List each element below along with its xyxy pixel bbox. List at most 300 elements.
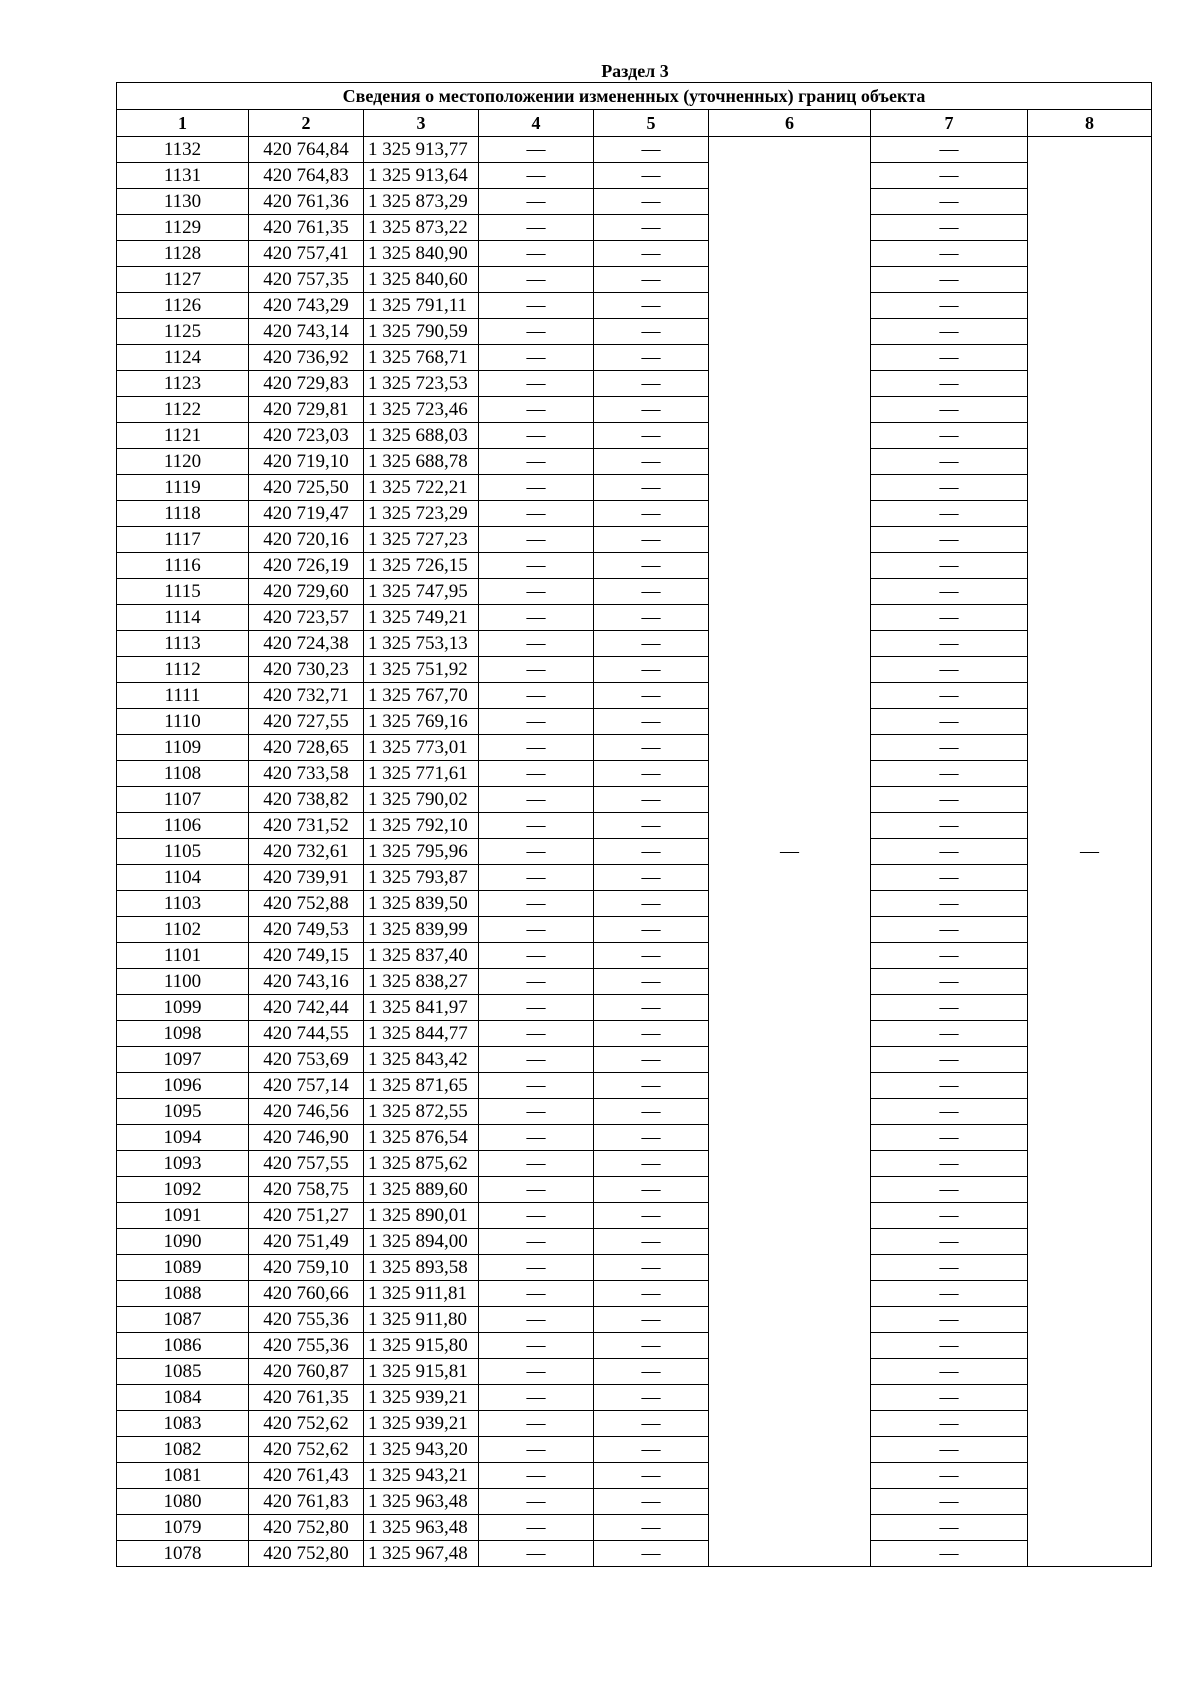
- x-coordinate-cell: 420 719,10: [249, 449, 364, 475]
- column-7-dash-cell: —: [871, 813, 1028, 839]
- column-7-dash-cell: —: [871, 527, 1028, 553]
- y-coordinate-cell: 1 325 841,97: [364, 995, 479, 1021]
- column-7-dash-cell: —: [871, 683, 1028, 709]
- table-row: [117, 1229, 1152, 1255]
- column-5-dash-cell: —: [594, 1203, 709, 1229]
- y-coordinate-cell: 1 325 963,48: [364, 1489, 479, 1515]
- column-header-6: 6: [709, 110, 871, 137]
- point-number-cell: 1128: [117, 241, 249, 267]
- point-number-cell: 1121: [117, 423, 249, 449]
- column-7-dash-cell: —: [871, 215, 1028, 241]
- column-7-dash-cell: —: [871, 709, 1028, 735]
- point-number-cell: 1086: [117, 1333, 249, 1359]
- column-7-dash-cell: —: [871, 293, 1028, 319]
- column-4-dash-cell: —: [479, 1099, 594, 1125]
- x-coordinate-cell: 420 746,56: [249, 1099, 364, 1125]
- column-5-dash-cell: —: [594, 1125, 709, 1151]
- point-number-cell: 1105: [117, 839, 249, 865]
- point-number-cell: 1088: [117, 1281, 249, 1307]
- column-4-dash-cell: —: [479, 501, 594, 527]
- column-5-dash-cell: —: [594, 995, 709, 1021]
- table-row: [117, 969, 1152, 995]
- x-coordinate-cell: 420 744,55: [249, 1021, 364, 1047]
- x-coordinate-cell: 420 764,84: [249, 137, 364, 163]
- x-coordinate-cell: 420 749,15: [249, 943, 364, 969]
- point-number-cell: 1099: [117, 995, 249, 1021]
- column-7-dash-cell: —: [871, 1541, 1028, 1567]
- column-4-dash-cell: —: [479, 839, 594, 865]
- y-coordinate-cell: 1 325 943,21: [364, 1463, 479, 1489]
- column-5-dash-cell: —: [594, 761, 709, 787]
- point-number-cell: 1118: [117, 501, 249, 527]
- point-number-cell: 1123: [117, 371, 249, 397]
- column-7-dash-cell: —: [871, 787, 1028, 813]
- x-coordinate-cell: 420 759,10: [249, 1255, 364, 1281]
- point-number-cell: 1112: [117, 657, 249, 683]
- column-7-dash-cell: —: [871, 1125, 1028, 1151]
- y-coordinate-cell: 1 325 751,92: [364, 657, 479, 683]
- y-coordinate-cell: 1 325 747,95: [364, 579, 479, 605]
- table-row: [117, 137, 1152, 163]
- column-4-dash-cell: —: [479, 1463, 594, 1489]
- column-4-dash-cell: —: [479, 891, 594, 917]
- y-coordinate-cell: 1 325 890,01: [364, 1203, 479, 1229]
- column-4-dash-cell: —: [479, 787, 594, 813]
- column-7-dash-cell: —: [871, 501, 1028, 527]
- column-4-dash-cell: —: [479, 735, 594, 761]
- column-4-dash-cell: —: [479, 1541, 594, 1567]
- point-number-cell: 1100: [117, 969, 249, 995]
- table-row: [117, 1385, 1152, 1411]
- y-coordinate-cell: 1 325 723,29: [364, 501, 479, 527]
- x-coordinate-cell: 420 728,65: [249, 735, 364, 761]
- column-7-dash-cell: —: [871, 995, 1028, 1021]
- x-coordinate-cell: 420 727,55: [249, 709, 364, 735]
- table-row: [117, 995, 1152, 1021]
- column-4-dash-cell: —: [479, 943, 594, 969]
- x-coordinate-cell: 420 732,71: [249, 683, 364, 709]
- column-5-dash-cell: —: [594, 319, 709, 345]
- column-5-dash-cell: —: [594, 241, 709, 267]
- column-7-dash-cell: —: [871, 267, 1028, 293]
- column-5-dash-cell: —: [594, 189, 709, 215]
- table-row: [117, 579, 1152, 605]
- y-coordinate-cell: 1 325 727,23: [364, 527, 479, 553]
- column-5-dash-cell: —: [594, 1099, 709, 1125]
- x-coordinate-cell: 420 760,66: [249, 1281, 364, 1307]
- table-row: [117, 1255, 1152, 1281]
- x-coordinate-cell: 420 760,87: [249, 1359, 364, 1385]
- x-coordinate-cell: 420 724,38: [249, 631, 364, 657]
- x-coordinate-cell: 420 757,55: [249, 1151, 364, 1177]
- x-coordinate-cell: 420 757,35: [249, 267, 364, 293]
- column-header-8: 8: [1028, 110, 1152, 137]
- column-5-dash-cell: —: [594, 267, 709, 293]
- point-number-cell: 1095: [117, 1099, 249, 1125]
- column-5-dash-cell: —: [594, 1021, 709, 1047]
- column-7-dash-cell: —: [871, 735, 1028, 761]
- column-5-dash-cell: —: [594, 1177, 709, 1203]
- x-coordinate-cell: 420 761,35: [249, 215, 364, 241]
- point-number-cell: 1078: [117, 1541, 249, 1567]
- y-coordinate-cell: 1 325 894,00: [364, 1229, 479, 1255]
- column-7-dash-cell: —: [871, 1359, 1028, 1385]
- table-row: [117, 475, 1152, 501]
- column-7-dash-cell: —: [871, 163, 1028, 189]
- point-number-cell: 1109: [117, 735, 249, 761]
- point-number-cell: 1115: [117, 579, 249, 605]
- column-7-dash-cell: —: [871, 1255, 1028, 1281]
- table-body: [117, 83, 1152, 1567]
- table-row: [117, 943, 1152, 969]
- y-coordinate-cell: 1 325 839,50: [364, 891, 479, 917]
- table-row: [117, 423, 1152, 449]
- column-7-dash-cell: —: [871, 579, 1028, 605]
- y-coordinate-cell: 1 325 893,58: [364, 1255, 479, 1281]
- y-coordinate-cell: 1 325 943,20: [364, 1437, 479, 1463]
- y-coordinate-cell: 1 325 963,48: [364, 1515, 479, 1541]
- column-4-dash-cell: —: [479, 553, 594, 579]
- y-coordinate-cell: 1 325 722,21: [364, 475, 479, 501]
- x-coordinate-cell: 420 752,62: [249, 1411, 364, 1437]
- x-coordinate-cell: 420 723,03: [249, 423, 364, 449]
- point-number-cell: 1101: [117, 943, 249, 969]
- column-7-dash-cell: —: [871, 1099, 1028, 1125]
- column-5-dash-cell: —: [594, 1047, 709, 1073]
- x-coordinate-cell: 420 758,75: [249, 1177, 364, 1203]
- column-7-dash-cell: —: [871, 1229, 1028, 1255]
- column-4-dash-cell: —: [479, 267, 594, 293]
- column-5-dash-cell: —: [594, 787, 709, 813]
- column-4-dash-cell: —: [479, 1385, 594, 1411]
- point-number-cell: 1090: [117, 1229, 249, 1255]
- column-4-dash-cell: —: [479, 475, 594, 501]
- column-5-dash-cell: —: [594, 1437, 709, 1463]
- table-row: [117, 1437, 1152, 1463]
- y-coordinate-cell: 1 325 749,21: [364, 605, 479, 631]
- column-7-dash-cell: —: [871, 1203, 1028, 1229]
- y-coordinate-cell: 1 325 915,81: [364, 1359, 479, 1385]
- y-coordinate-cell: 1 325 688,03: [364, 423, 479, 449]
- y-coordinate-cell: 1 325 767,70: [364, 683, 479, 709]
- y-coordinate-cell: 1 325 723,53: [364, 371, 479, 397]
- column-4-dash-cell: —: [479, 1229, 594, 1255]
- column-5-dash-cell: —: [594, 1411, 709, 1437]
- x-coordinate-cell: 420 736,92: [249, 345, 364, 371]
- point-number-cell: 1131: [117, 163, 249, 189]
- y-coordinate-cell: 1 325 871,65: [364, 1073, 479, 1099]
- point-number-cell: 1110: [117, 709, 249, 735]
- column-4-dash-cell: —: [479, 1177, 594, 1203]
- y-coordinate-cell: 1 325 840,90: [364, 241, 479, 267]
- y-coordinate-cell: 1 325 873,29: [364, 189, 479, 215]
- column-4-dash-cell: —: [479, 1125, 594, 1151]
- column-7-dash-cell: —: [871, 917, 1028, 943]
- column-7-dash-cell: —: [871, 865, 1028, 891]
- point-number-cell: 1127: [117, 267, 249, 293]
- column-7-dash-cell: —: [871, 761, 1028, 787]
- table-row: [117, 501, 1152, 527]
- column-4-dash-cell: —: [479, 293, 594, 319]
- column-header-3: 3: [364, 110, 479, 137]
- point-number-cell: 1107: [117, 787, 249, 813]
- column-5-dash-cell: —: [594, 137, 709, 163]
- x-coordinate-cell: 420 719,47: [249, 501, 364, 527]
- point-number-cell: 1125: [117, 319, 249, 345]
- column-6-merged-cell: —: [709, 137, 871, 1567]
- column-8-merged-cell: —: [1028, 137, 1152, 1567]
- table-row: [117, 1541, 1152, 1567]
- column-5-dash-cell: —: [594, 1359, 709, 1385]
- y-coordinate-cell: 1 325 753,13: [364, 631, 479, 657]
- column-5-dash-cell: —: [594, 371, 709, 397]
- coordinates-table: [116, 82, 1152, 1567]
- x-coordinate-cell: 420 751,49: [249, 1229, 364, 1255]
- point-number-cell: 1084: [117, 1385, 249, 1411]
- point-number-cell: 1092: [117, 1177, 249, 1203]
- point-number-cell: 1085: [117, 1359, 249, 1385]
- column-7-dash-cell: —: [871, 1151, 1028, 1177]
- column-4-dash-cell: —: [479, 709, 594, 735]
- column-7-dash-cell: —: [871, 319, 1028, 345]
- table-row: [117, 1073, 1152, 1099]
- column-4-dash-cell: —: [479, 631, 594, 657]
- column-5-dash-cell: —: [594, 1229, 709, 1255]
- column-5-dash-cell: —: [594, 891, 709, 917]
- column-7-dash-cell: —: [871, 1021, 1028, 1047]
- column-7-dash-cell: —: [871, 449, 1028, 475]
- column-7-dash-cell: —: [871, 1333, 1028, 1359]
- column-4-dash-cell: —: [479, 657, 594, 683]
- column-7-dash-cell: —: [871, 345, 1028, 371]
- column-5-dash-cell: —: [594, 397, 709, 423]
- column-7-dash-cell: —: [871, 969, 1028, 995]
- column-4-dash-cell: —: [479, 137, 594, 163]
- column-7-dash-cell: —: [871, 1177, 1028, 1203]
- x-coordinate-cell: 420 752,80: [249, 1541, 364, 1567]
- column-5-dash-cell: —: [594, 839, 709, 865]
- column-4-dash-cell: —: [479, 1255, 594, 1281]
- column-4-dash-cell: —: [479, 1489, 594, 1515]
- column-4-dash-cell: —: [479, 1411, 594, 1437]
- column-5-dash-cell: —: [594, 215, 709, 241]
- column-7-dash-cell: —: [871, 137, 1028, 163]
- table-row: [117, 891, 1152, 917]
- column-5-dash-cell: —: [594, 449, 709, 475]
- table-row: [117, 1281, 1152, 1307]
- y-coordinate-cell: 1 325 911,81: [364, 1281, 479, 1307]
- y-coordinate-cell: 1 325 769,16: [364, 709, 479, 735]
- point-number-cell: 1119: [117, 475, 249, 501]
- column-7-dash-cell: —: [871, 189, 1028, 215]
- x-coordinate-cell: 420 764,83: [249, 163, 364, 189]
- point-number-cell: 1116: [117, 553, 249, 579]
- table-row: [117, 553, 1152, 579]
- column-header-5: 5: [594, 110, 709, 137]
- column-7-dash-cell: —: [871, 1437, 1028, 1463]
- column-5-dash-cell: —: [594, 605, 709, 631]
- column-5-dash-cell: —: [594, 1073, 709, 1099]
- section-title: Раздел 3: [601, 61, 669, 81]
- column-4-dash-cell: —: [479, 189, 594, 215]
- column-7-dash-cell: —: [871, 553, 1028, 579]
- point-number-cell: 1132: [117, 137, 249, 163]
- column-5-dash-cell: —: [594, 1385, 709, 1411]
- column-4-dash-cell: —: [479, 449, 594, 475]
- x-coordinate-cell: 420 752,80: [249, 1515, 364, 1541]
- table-row: [117, 1359, 1152, 1385]
- table-row: [117, 683, 1152, 709]
- column-4-dash-cell: —: [479, 865, 594, 891]
- table-row: [117, 1177, 1152, 1203]
- column-5-dash-cell: —: [594, 943, 709, 969]
- table-row: [117, 319, 1152, 345]
- column-5-dash-cell: —: [594, 917, 709, 943]
- x-coordinate-cell: 420 730,23: [249, 657, 364, 683]
- table-row: [117, 1307, 1152, 1333]
- column-7-dash-cell: —: [871, 397, 1028, 423]
- x-coordinate-cell: 420 725,50: [249, 475, 364, 501]
- column-5-dash-cell: —: [594, 969, 709, 995]
- y-coordinate-cell: 1 325 792,10: [364, 813, 479, 839]
- x-coordinate-cell: 420 757,41: [249, 241, 364, 267]
- column-4-dash-cell: —: [479, 241, 594, 267]
- column-5-dash-cell: —: [594, 1541, 709, 1567]
- column-4-dash-cell: —: [479, 1047, 594, 1073]
- y-coordinate-cell: 1 325 889,60: [364, 1177, 479, 1203]
- table-row: [117, 865, 1152, 891]
- point-number-cell: 1102: [117, 917, 249, 943]
- table-row: [117, 735, 1152, 761]
- column-5-dash-cell: —: [594, 553, 709, 579]
- x-coordinate-cell: 420 720,16: [249, 527, 364, 553]
- column-7-dash-cell: —: [871, 1047, 1028, 1073]
- point-number-cell: 1126: [117, 293, 249, 319]
- point-number-cell: 1103: [117, 891, 249, 917]
- column-7-dash-cell: —: [871, 657, 1028, 683]
- y-coordinate-cell: 1 325 840,60: [364, 267, 479, 293]
- column-4-dash-cell: —: [479, 813, 594, 839]
- column-5-dash-cell: —: [594, 579, 709, 605]
- y-coordinate-cell: 1 325 939,21: [364, 1385, 479, 1411]
- column-7-dash-cell: —: [871, 1515, 1028, 1541]
- table-row: [117, 631, 1152, 657]
- x-coordinate-cell: 420 746,90: [249, 1125, 364, 1151]
- table-row: [117, 1333, 1152, 1359]
- point-number-cell: 1087: [117, 1307, 249, 1333]
- column-5-dash-cell: —: [594, 813, 709, 839]
- y-coordinate-cell: 1 325 838,27: [364, 969, 479, 995]
- x-coordinate-cell: 420 726,19: [249, 553, 364, 579]
- point-number-cell: 1097: [117, 1047, 249, 1073]
- x-coordinate-cell: 420 755,36: [249, 1333, 364, 1359]
- table-row: [117, 189, 1152, 215]
- table-row: [117, 605, 1152, 631]
- column-header-1: 1: [117, 110, 249, 137]
- y-coordinate-cell: 1 325 771,61: [364, 761, 479, 787]
- table-row: [117, 1021, 1152, 1047]
- column-7-dash-cell: —: [871, 1307, 1028, 1333]
- column-4-dash-cell: —: [479, 1515, 594, 1541]
- column-7-dash-cell: —: [871, 475, 1028, 501]
- x-coordinate-cell: 420 743,16: [249, 969, 364, 995]
- x-coordinate-cell: 420 742,44: [249, 995, 364, 1021]
- x-coordinate-cell: 420 729,83: [249, 371, 364, 397]
- point-number-cell: 1079: [117, 1515, 249, 1541]
- point-number-cell: 1082: [117, 1437, 249, 1463]
- table-row: [117, 1151, 1152, 1177]
- table-row: [117, 215, 1152, 241]
- x-coordinate-cell: 420 738,82: [249, 787, 364, 813]
- column-4-dash-cell: —: [479, 1073, 594, 1099]
- table-row: [117, 527, 1152, 553]
- point-number-cell: 1096: [117, 1073, 249, 1099]
- x-coordinate-cell: 420 761,35: [249, 1385, 364, 1411]
- x-coordinate-cell: 420 753,69: [249, 1047, 364, 1073]
- column-5-dash-cell: —: [594, 1255, 709, 1281]
- column-5-dash-cell: —: [594, 1489, 709, 1515]
- point-number-cell: 1093: [117, 1151, 249, 1177]
- column-7-dash-cell: —: [871, 891, 1028, 917]
- point-number-cell: 1113: [117, 631, 249, 657]
- y-coordinate-cell: 1 325 839,99: [364, 917, 479, 943]
- y-coordinate-cell: 1 325 872,55: [364, 1099, 479, 1125]
- point-number-cell: 1111: [117, 683, 249, 709]
- column-5-dash-cell: —: [594, 683, 709, 709]
- x-coordinate-cell: 420 755,36: [249, 1307, 364, 1333]
- column-7-dash-cell: —: [871, 1463, 1028, 1489]
- column-4-dash-cell: —: [479, 1281, 594, 1307]
- column-4-dash-cell: —: [479, 345, 594, 371]
- column-4-dash-cell: —: [479, 163, 594, 189]
- column-5-dash-cell: —: [594, 475, 709, 501]
- table-row: [117, 371, 1152, 397]
- column-4-dash-cell: —: [479, 1333, 594, 1359]
- column-4-dash-cell: —: [479, 579, 594, 605]
- point-number-cell: 1129: [117, 215, 249, 241]
- column-5-dash-cell: —: [594, 1463, 709, 1489]
- x-coordinate-cell: 420 751,27: [249, 1203, 364, 1229]
- y-coordinate-cell: 1 325 723,46: [364, 397, 479, 423]
- point-number-cell: 1094: [117, 1125, 249, 1151]
- caption-row: [117, 83, 1152, 110]
- table-row: [117, 1411, 1152, 1437]
- x-coordinate-cell: 420 732,61: [249, 839, 364, 865]
- point-number-cell: 1089: [117, 1255, 249, 1281]
- column-5-dash-cell: —: [594, 1307, 709, 1333]
- x-coordinate-cell: 420 723,57: [249, 605, 364, 631]
- table-row: [117, 1203, 1152, 1229]
- table-row: [117, 397, 1152, 423]
- column-4-dash-cell: —: [479, 527, 594, 553]
- column-header-2: 2: [249, 110, 364, 137]
- column-7-dash-cell: —: [871, 839, 1028, 865]
- point-number-cell: 1081: [117, 1463, 249, 1489]
- y-coordinate-cell: 1 325 791,11: [364, 293, 479, 319]
- column-4-dash-cell: —: [479, 319, 594, 345]
- y-coordinate-cell: 1 325 773,01: [364, 735, 479, 761]
- y-coordinate-cell: 1 325 790,59: [364, 319, 479, 345]
- column-7-dash-cell: —: [871, 605, 1028, 631]
- column-4-dash-cell: —: [479, 1151, 594, 1177]
- y-coordinate-cell: 1 325 875,62: [364, 1151, 479, 1177]
- column-4-dash-cell: —: [479, 371, 594, 397]
- table-row: [117, 787, 1152, 813]
- column-7-dash-cell: —: [871, 1411, 1028, 1437]
- point-number-cell: 1130: [117, 189, 249, 215]
- column-7-dash-cell: —: [871, 631, 1028, 657]
- x-coordinate-cell: 420 743,29: [249, 293, 364, 319]
